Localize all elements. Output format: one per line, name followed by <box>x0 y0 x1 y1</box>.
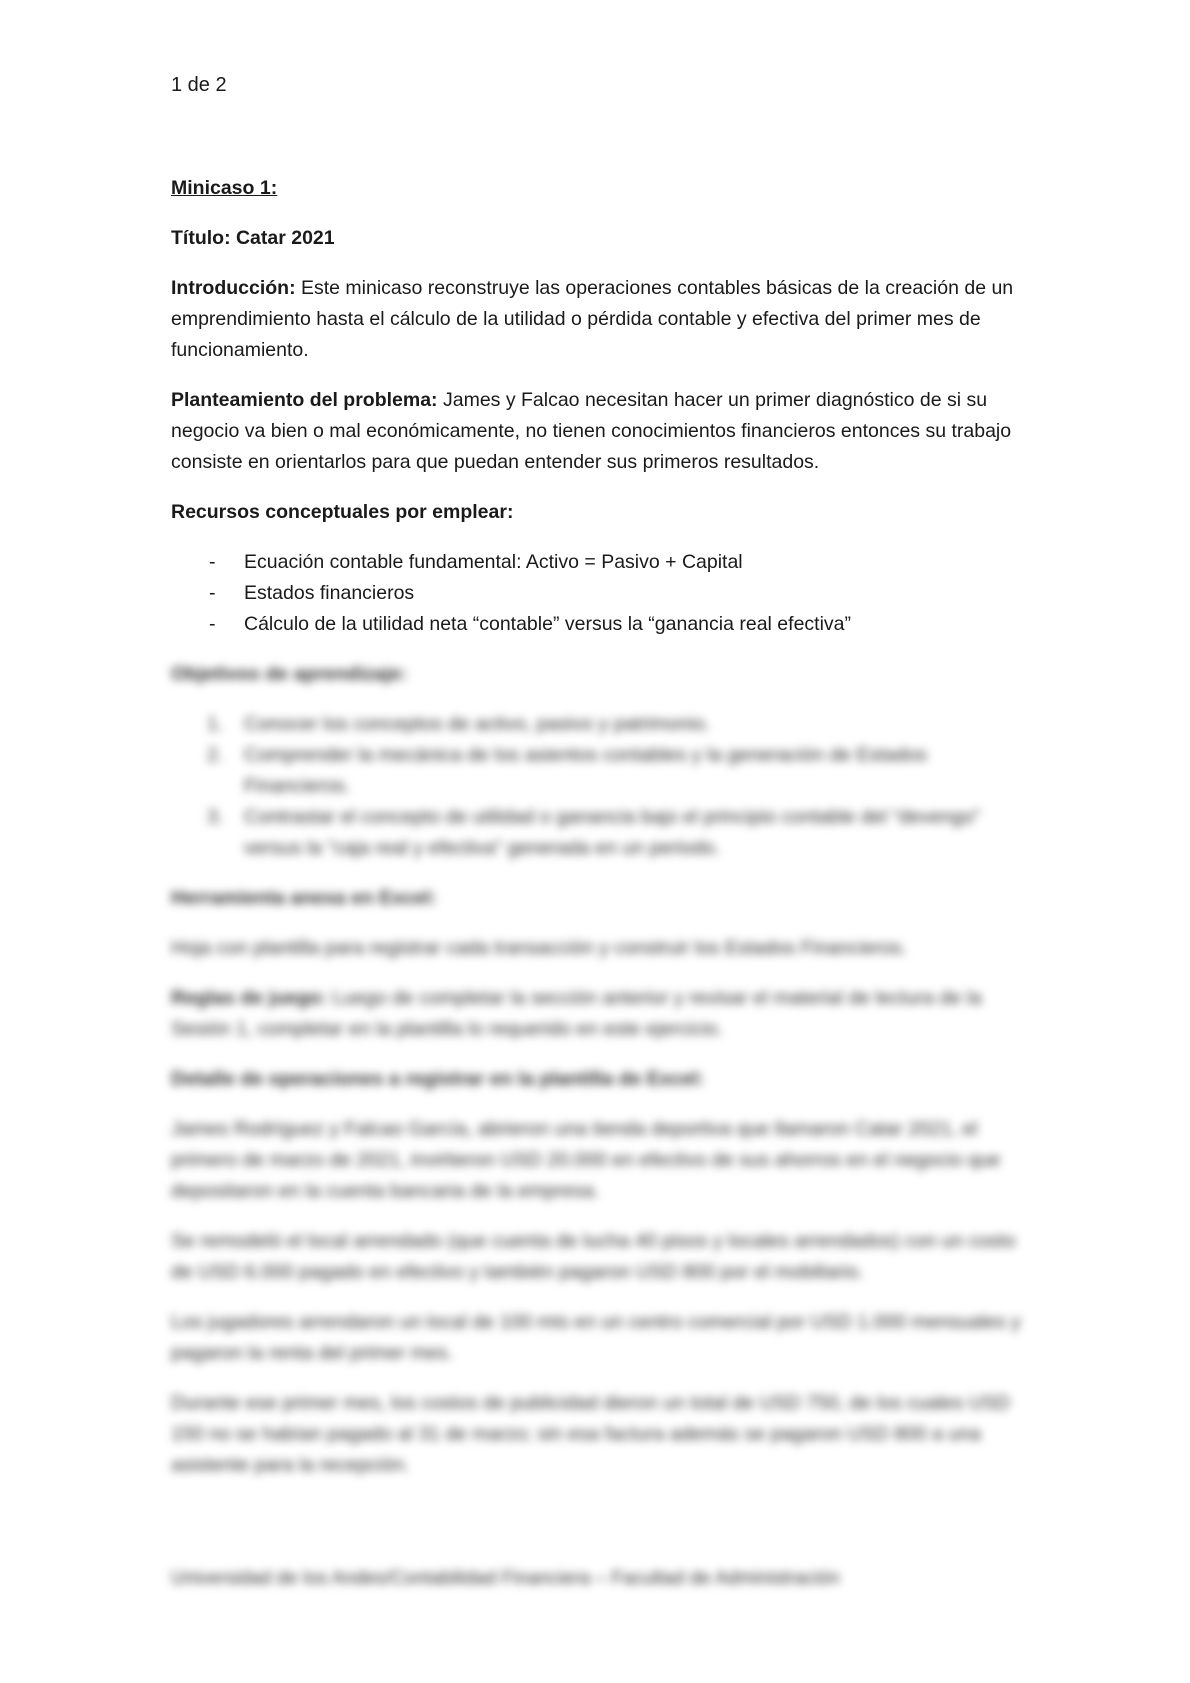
problem-paragraph <box>171 385 1031 478</box>
operation-paragraph: James Rodríguez y Falcao García, abrieron una tienda deportiva que llamaron Catar 2021, el primero de marzo de 2021, invirtieron USD 20.000 en efectivo de sus ahorros en el negocio que depositaron en la cuenta bancaria de la empresa. <box>171 1118 1001 1202</box>
list-item <box>171 547 1031 578</box>
operations-heading: Detalle de operaciones a registrar en la plantilla de Excel: <box>171 1068 705 1090</box>
rules-label: Reglas de juego: <box>171 987 328 1009</box>
objectives-heading: Objetivos de aprendizaje: <box>171 663 408 685</box>
intro-paragraph <box>171 273 1031 366</box>
list-number: 3. <box>207 806 224 828</box>
page-number: 1 de 2 <box>171 74 227 96</box>
rules-paragraph <box>171 983 1031 1045</box>
list-item <box>171 802 1031 864</box>
tool-heading: Herramienta anexa en Excel: <box>171 887 437 909</box>
blurred-preview-section <box>171 659 1031 1481</box>
operation-paragraph: Se remodeló el local arrendado (que cuenta de lucha 40 pisos y locales arrendados) con un costo de USD 6.000 pagado en efectivo y también pagaron USD 800 por el mobiliario. <box>171 1230 1016 1283</box>
resources-heading: Recursos conceptuales por emplear: <box>171 501 514 523</box>
list-item <box>171 609 1031 640</box>
problem-label: Planteamiento del problema: <box>171 389 438 411</box>
list-item-text: Comprender la mecánica de los asientos contables y la generación de Estados Financieros. <box>244 744 927 797</box>
tool-paragraph: Hoja con plantilla para registrar cada transacción y construir los Estados Financieros. <box>171 937 907 959</box>
dash-bullet: - <box>209 613 216 635</box>
page-footer: Universidad de los Andes/Contabilidad Financiera – Facultad de Administración <box>171 1568 840 1589</box>
list-item-text: Cálculo de la utilidad neta “contable” versus la “ganancia real efectiva” <box>244 613 852 635</box>
list-item-text: Ecuación contable fundamental: Activo = Pasivo + Capital <box>244 551 743 573</box>
list-number: 2. <box>207 744 224 766</box>
minicaso-heading: Minicaso 1: <box>171 177 278 199</box>
objectives-list <box>171 709 1031 864</box>
operation-paragraph: Los jugadores arrendaron un local de 100 mts en un centro comercial por USD 1.000 mensuales y pagaron la renta del primer mes. <box>171 1311 1021 1364</box>
list-item-text: Conocer los conceptos de activo, pasivo y patrimonio. <box>244 713 711 735</box>
title-heading: Título: Catar 2021 <box>171 227 335 249</box>
dash-bullet: - <box>209 582 216 604</box>
list-item <box>171 578 1031 609</box>
dash-bullet: - <box>209 551 216 573</box>
list-item <box>171 740 1031 802</box>
operation-paragraph: Durante ese primer mes, los costos de publicidad dieron un total de USD 750, de los cuales USD 150 no se habían pagado al 31 de marzo; sin esa factura además se pagaron USD 800 a una asistente para la recepción. <box>171 1392 1010 1476</box>
resources-list <box>171 547 1031 640</box>
list-number: 1. <box>207 713 224 735</box>
problem-text: James y Falcao necesitan hacer un primer diagnóstico de si su negocio va bien o mal económicamente, no tienen conocimientos financieros entonces su trabajo consiste en orientarlos para que puedan entender sus primeros resultados. <box>171 389 1012 473</box>
rules-text: Luego de completar la sección anterior y revisar el material de lectura de la Sesión 1, completar en la plantilla lo requerido en este ejercicio. <box>171 987 982 1040</box>
intro-text: Este minicaso reconstruye las operaciones contables básicas de la creación de un emprendimiento hasta el cálculo de la utilidad o pérdida contable y efectiva del primer mes de funcionamiento. <box>171 277 1014 361</box>
list-item <box>171 709 1031 740</box>
intro-label: Introducción: <box>171 277 296 299</box>
list-item-text: Contrastar el concepto de utilidad o ganancia bajo el principio contable del “devengo” versus la “caja real y efectiva” generada en un periodo. <box>244 806 981 859</box>
list-item-text: Estados financieros <box>244 582 415 604</box>
document-body <box>171 173 1031 1500</box>
